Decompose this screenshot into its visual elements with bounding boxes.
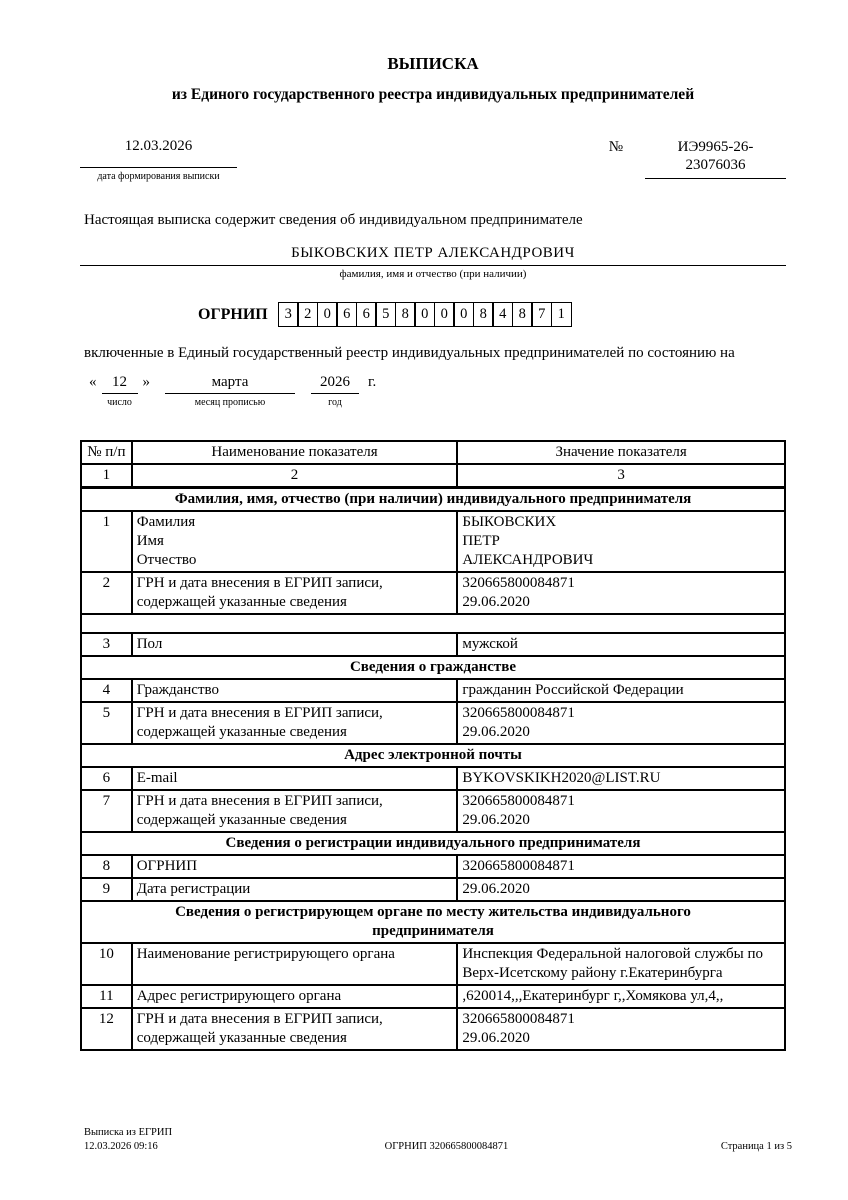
row-value: 320665800084871 29.06.2020	[457, 572, 785, 614]
column-numbers-row	[81, 464, 785, 488]
ogrnip-digit: 7	[531, 302, 552, 327]
document-number-value	[645, 138, 786, 179]
document-number-block	[609, 138, 786, 179]
table-row	[81, 878, 785, 901]
ogrnip-digit: 0	[317, 302, 338, 327]
ogrnip-digit: 8	[473, 302, 494, 327]
ogrnip-digit: 8	[395, 302, 416, 327]
col-number: 3	[457, 464, 785, 488]
row-name: Дата регистрации	[132, 878, 458, 901]
month-value: марта	[165, 374, 295, 394]
person-name-caption: фамилия, имя и отчество (при наличии)	[339, 268, 527, 280]
intro-text: Настоящая выписка содержит сведения об индивидуальном предпринимателе	[84, 212, 583, 228]
row-name: Наименование регистрирующего органа	[132, 943, 458, 985]
footer-timestamp: 12.03.2026 09:16	[84, 1140, 158, 1152]
row-name: ГРН и дата внесения в ЕГРИП записи, содержащей указанные сведения	[132, 1008, 458, 1050]
person-name: БЫКОВСКИХ ПЕТР АЛЕКСАНДРОВИЧ	[80, 245, 786, 266]
row-name: ГРН и дата внесения в ЕГРИП записи, содержащей указанные сведения	[132, 702, 458, 744]
row-num: 4	[81, 679, 132, 702]
row-value: 320665800084871 29.06.2020	[457, 790, 785, 832]
table-row	[81, 702, 785, 744]
year-value: 2026	[311, 374, 359, 394]
row-value: BYKOVSKIKH2020@LIST.RU	[457, 767, 785, 790]
year-suffix: г.	[368, 374, 377, 390]
row-name: E-mail	[132, 767, 458, 790]
ogrnip-digit: 1	[551, 302, 572, 327]
included-text: включенные в Единый государственный реестр индивидуальных предпринимателей по состоянию на	[84, 345, 735, 361]
page-footer	[84, 1126, 792, 1153]
number-sign: №	[608, 139, 623, 155]
ogrnip-digit: 6	[356, 302, 377, 327]
section-title: Сведения о гражданстве	[81, 656, 785, 679]
header-value: Значение показателя	[457, 441, 785, 464]
ogrnip-digit: 8	[512, 302, 533, 327]
row-name: Пол	[132, 633, 458, 656]
table-row	[81, 633, 785, 656]
ogrnip-digit: 4	[492, 302, 513, 327]
footer-doc-type: Выписка из ЕГРИП	[84, 1127, 173, 1138]
footer-ogrnip: ОГРНИП 320665800084871	[384, 1140, 509, 1152]
row-name: Гражданство	[132, 679, 458, 702]
form-date-value: 12.03.2026	[80, 138, 237, 168]
table-row	[81, 790, 785, 832]
table-row	[81, 572, 785, 614]
header-info-row	[80, 138, 786, 182]
ogrnip-digit: 0	[434, 302, 455, 327]
ogrnip-row	[80, 302, 786, 327]
form-date-field	[80, 138, 237, 182]
row-name: Адрес регистрирующего органа	[132, 985, 458, 1008]
document-subtitle: из Единого государственного реестра индивидуальных предпринимателей	[171, 86, 695, 103]
col-number: 1	[81, 464, 132, 488]
table-row	[81, 855, 785, 878]
person-name-block	[80, 245, 786, 280]
ogrnip-digit: 0	[453, 302, 474, 327]
row-num: 9	[81, 878, 132, 901]
row-num: 10	[81, 943, 132, 985]
section-row-fio	[81, 488, 785, 512]
table-row	[81, 767, 785, 790]
day-value: 12	[102, 374, 138, 394]
ogrnip-digit-boxes	[278, 302, 572, 327]
row-name: ОГРНИП	[132, 855, 458, 878]
row-num: 12	[81, 1008, 132, 1050]
footer-page-number: Страница 1 из 5	[720, 1140, 792, 1152]
spacer-row	[81, 614, 785, 633]
row-num: 6	[81, 767, 132, 790]
section-title: Адрес электронной почты	[81, 744, 785, 767]
row-num: 5	[81, 702, 132, 744]
month-caption: месяц прописью	[194, 397, 266, 408]
section-title: Сведения о регистрирующем органе по месту жительства индивидуального предпринимателя	[175, 904, 691, 939]
row-value: 320665800084871 29.06.2020	[457, 1008, 785, 1050]
row-value: гражданин Российской Федерации	[457, 679, 785, 702]
header-name: Наименование показателя	[132, 441, 458, 464]
ogrnip-digit: 0	[414, 302, 435, 327]
table-header-row	[81, 441, 785, 464]
section-title: Сведения о регистрации индивидуального предпринимателя	[81, 832, 785, 855]
row-num: 8	[81, 855, 132, 878]
month-field	[165, 374, 295, 408]
row-name: ГРН и дата внесения в ЕГРИП записи, содержащей указанные сведения	[132, 572, 458, 614]
day-caption: число	[107, 397, 132, 408]
row-value: 320665800084871 29.06.2020	[457, 702, 785, 744]
row-num: 3	[81, 633, 132, 656]
table-row	[81, 1008, 785, 1050]
document-title: ВЫПИСКА	[387, 54, 479, 73]
document-number-line2: 23076036	[685, 157, 746, 173]
form-date-caption: дата формирования выписки	[97, 171, 220, 182]
row-value: 320665800084871	[457, 855, 785, 878]
table-row	[81, 943, 785, 985]
close-quote: »	[142, 374, 150, 390]
year-field	[311, 374, 359, 408]
row-name: Фамилия Имя Отчество	[132, 511, 458, 572]
table-row	[81, 985, 785, 1008]
table-row	[81, 511, 785, 572]
footer-left	[84, 1126, 172, 1153]
ogrnip-digit: 6	[336, 302, 357, 327]
ogrnip-label: ОГРНИП	[198, 305, 268, 323]
section-row-reg-authority	[81, 901, 785, 943]
section-title: Фамилия, имя, отчество (при наличии) индивидуального предпринимателя	[81, 488, 785, 512]
ogrnip-digit: 2	[297, 302, 318, 327]
document-page	[80, 0, 786, 1051]
row-name: ГРН и дата внесения в ЕГРИП записи, содержащей указанные сведения	[132, 790, 458, 832]
as-of-date-row	[80, 374, 786, 408]
row-num: 11	[81, 985, 132, 1008]
row-value: мужской	[457, 633, 785, 656]
table-row	[81, 679, 785, 702]
document-number-line1: ИЭ9965-26-	[677, 139, 754, 155]
day-field	[102, 374, 138, 408]
header-num: № п/п	[81, 441, 132, 464]
section-row-citizenship	[81, 656, 785, 679]
year-caption: год	[328, 397, 342, 408]
row-value: Инспекция Федеральной налоговой службы по Верх-Исетскому району г.Екатеринбурга	[457, 943, 785, 985]
row-value: БЫКОВСКИХ ПЕТР АЛЕКСАНДРОВИЧ	[457, 511, 785, 572]
row-num: 2	[81, 572, 132, 614]
section-row-registration	[81, 832, 785, 855]
ogrnip-digit: 3	[278, 302, 299, 327]
col-number: 2	[132, 464, 458, 488]
row-value: 29.06.2020	[457, 878, 785, 901]
ogrnip-digit: 5	[375, 302, 396, 327]
section-row-email	[81, 744, 785, 767]
indicators-table	[80, 440, 786, 1051]
row-num: 1	[81, 511, 132, 572]
row-num: 7	[81, 790, 132, 832]
open-quote: «	[89, 374, 97, 390]
row-value: ,620014,,,Екатеринбург г,,Хомякова ул,4,,	[457, 985, 785, 1008]
